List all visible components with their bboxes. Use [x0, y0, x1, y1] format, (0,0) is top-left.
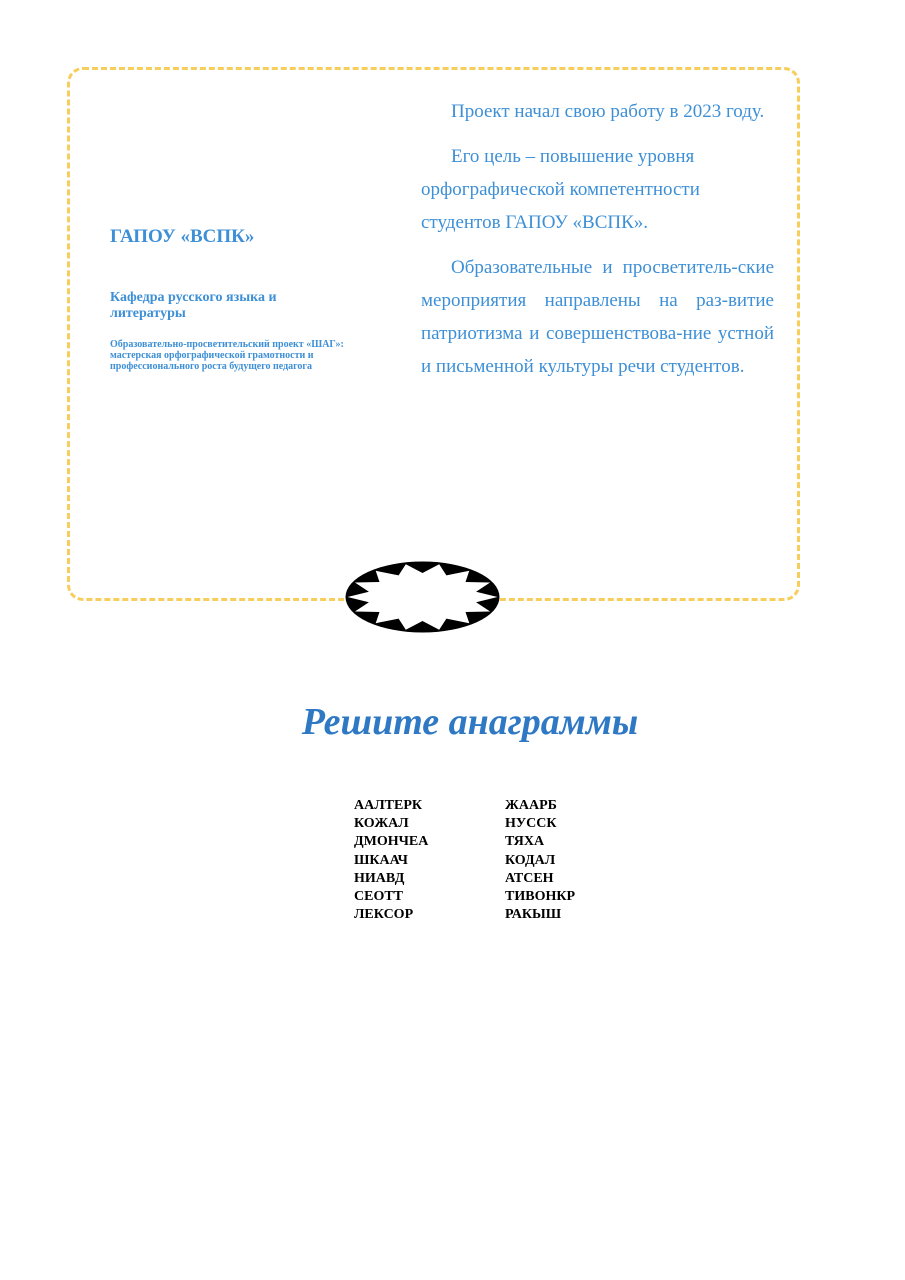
- anagrams-heading: Решите анаграммы: [301, 701, 639, 743]
- anagram-item: ТИВОНКР: [505, 889, 576, 905]
- anagram-item: КОДАЛ: [505, 852, 556, 868]
- paragraph-start: Проект начал свою работу в 2023 году.: [451, 101, 765, 122]
- project-info: [421, 95, 774, 395]
- anagram-item: РАКЫШ: [505, 907, 562, 923]
- anagram-item: ЖААРБ: [505, 798, 557, 813]
- anagram-item: ТЯХА: [505, 834, 545, 850]
- anagram-item: ШКААЧ: [354, 852, 408, 868]
- department-name: Кафедра русского языка и литературы: [110, 290, 277, 321]
- anagram-item: АТСЕН: [505, 870, 554, 886]
- anagram-item: ААЛТЕРК: [354, 798, 423, 813]
- anagram-item: ЛЕКСОР: [354, 907, 414, 923]
- anagram-list-right: [505, 797, 575, 924]
- paragraph-activities: Образовательные и просветитель-ские мероприятия направлены на раз-витие патриотизма и совершенствова-ние устной и письменной культуры речи студентов.: [421, 257, 774, 377]
- anagram-item: ДМОНЧЕА: [354, 834, 429, 850]
- paragraph-goal: Его цель – повышение уровня орфографической компетентности студентов ГАПОУ «ВСПК».: [421, 146, 700, 233]
- anagram-item: НУССК: [505, 816, 557, 832]
- anagram-item: СЕОТТ: [354, 889, 404, 905]
- sunburst-ornament: [344, 560, 501, 634]
- anagram-item: НИАВД: [354, 870, 405, 886]
- anagram-list-left: [354, 797, 428, 924]
- project-description: Образовательно-просветительский проект «ШАГ»: мастерская орфографической грамотности и профессионального роста будущего педагога: [110, 339, 344, 372]
- anagram-item: КОЖАЛ: [354, 816, 409, 832]
- org-title: ГАПОУ «ВСПК»: [110, 226, 255, 247]
